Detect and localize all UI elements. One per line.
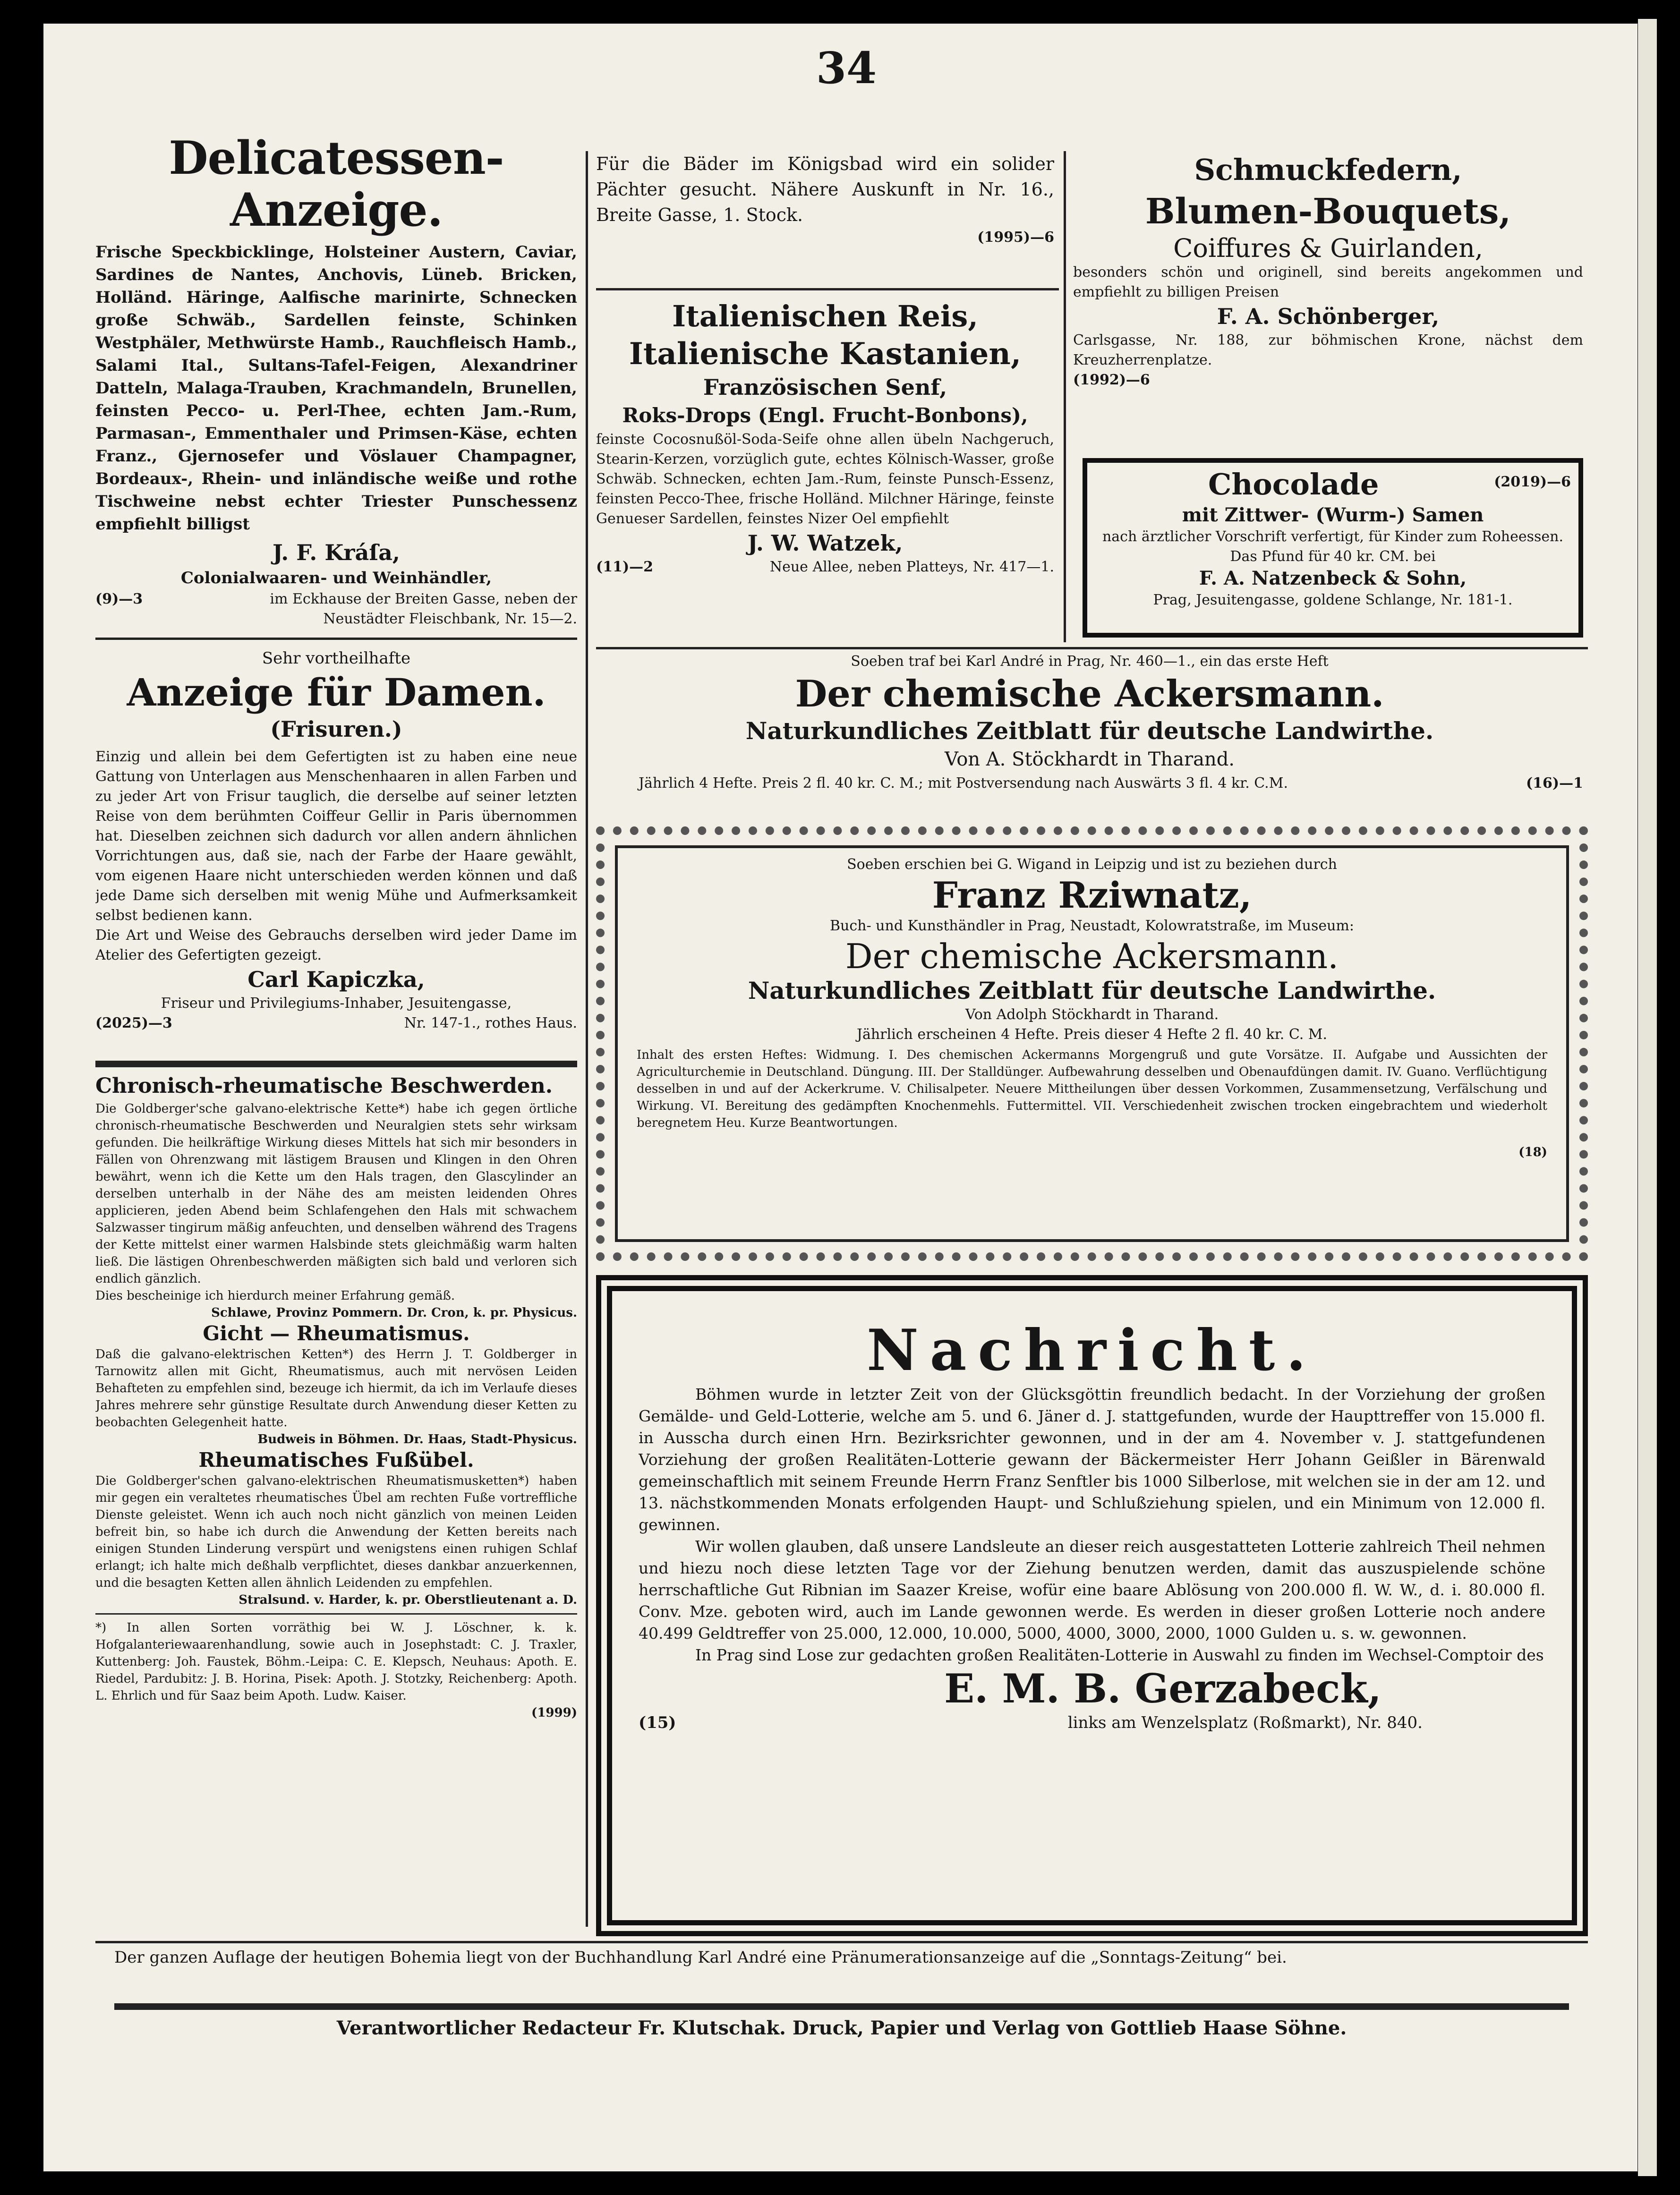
page-edge [1638,19,1657,2176]
delicatessen-signature: J. F. Kráſa, [273,540,400,565]
nachricht-ref: (15) [639,1713,676,1732]
page-number: 34 [816,43,877,94]
divider [596,288,1059,290]
delicatessen-footer [95,589,577,629]
footer-notice-text: Der ganzen Auflage der heutigen Bohemia liegt von der Buchhandlung Karl André eine Pränumerationsanzeige auf die „Sonntags-Zeitung“ bei. [114,1948,1287,1967]
damen-body-2: Die Art und Weise des Gebrauchs derselben wird jeder Dame im Atelier des Gefertigten gezeigt. [95,927,577,963]
divider-heavy [95,1061,577,1067]
nachricht-title: Nachricht. [866,1318,1318,1384]
chocolade-body: nach ärztlicher Vorschrift verfertigt, für Kinder zum Roheessen. Das Pfund für 40 kr. CM. bei [1102,528,1564,565]
rheuma-body-1b: Dies bescheinige ich hierdurch meiner Erfahrung gemäß. [95,1289,455,1303]
damen-ref: (2025)—3 [95,1015,172,1031]
rziwnatz-ref: (18) [1518,1145,1547,1159]
watzek-line-4: Roks-Drops (Engl. Frucht-Bonbons), [622,404,1028,427]
rheuma-body-3: Die Goldberger'schen galvano-elektrischen Rheumatismusketten*) haben mir gegen ein veraltetes rheumatisches Übel am rechten Fuße vortreffliche Dienste geleistet. Wenn ich auch noch nicht gänzlich von meinen Leiden befreit bin, so habe ich durch die Anwendung der Ketten bereits nach einigen Stunden Linderung verspürt und wenigstens einen ruhigen Schlaf erlangt; ich halte mich deßhalb verpflichtet, dieses dankbar anzuerkennen, und die besagten Ketten allen ähnlich Leidenden zu empfehlen. [95,1474,577,1590]
divider-heavy [114,2003,1569,2010]
schoenberger-signature: F. A. Schönberger, [1217,304,1440,329]
andre-subtitle: Naturkundliches Zeitblatt für deutsche Landwirthe. [745,717,1434,745]
divider [95,638,577,640]
delicatessen-ad [95,132,577,642]
rziwnatz-subtitle: Naturkundliches Zeitblatt für deutsche Landwirthe. [748,977,1436,1004]
damen-footer [95,1013,577,1033]
baeder-ad [596,151,1054,293]
schoenberger-line-2: Blumen-Bouquets, [1145,191,1511,232]
damen-ad [95,647,577,1058]
rheuma-body-1: Die Goldberger'sche galvano-elektrische Kette*) habe ich gegen örtliche chronisch-rheumatische Beschwerden und Neuralgien stets sehr wirksam gefunden. Die heilkräftige Wirkung dieses Mittels hat sich mir besonders in Fällen von Ohrenzwang mit lästigem Brausen und Klingen in den Ohren bewährt, wenn ich die Kette um den Hals tragen, den Glascylinder an derselben unterhalb in der Nähe des am meisten leidenden Ohres applicieren, jeden Abend beim Schlafengehen den Hals mit schwachem Salzwasser tingirum mäßig anfeuchten, und denselben während des Tragens der Kette mittelst einer warmen Halsbinde stets gleichmäßig warm halten ließ. Die lästigen Ohrenbeschwerden mäßigten sich bald und verloren sich endlich gänzlich. [95,1102,577,1286]
damen-address: Nr. 147-1., rothes Haus. [404,1015,577,1031]
nachricht-body-3: In Prag sind Lose zur gedachten großen Realitäten-Lotterie in Auswahl zu finden im Wechsel-Comptoir des [695,1646,1544,1664]
column-rule-right [1064,151,1066,642]
delicatessen-title: Delicatessen-Anzeige. [169,132,504,237]
baeder-ref: (1995)—6 [977,229,1054,246]
rheuma-signature-3: Stralsund. v. Harder, k. pr. Oberstlieutenant a. D. [239,1593,577,1607]
footnote-rule [95,1613,577,1615]
watzek-ref: (11)—2 [596,559,654,575]
watzek-footer [596,557,1054,577]
rheuma-title-2: Gicht — Rheumatismus. [203,1322,470,1345]
rheuma-ad [95,1072,577,1936]
rheuma-title-3: Rheumatisches Fußübel. [198,1448,474,1472]
watzek-signature: J. W. Watzek, [747,530,903,556]
chocolade-address: Prag, Jesuitengasse, goldene Schlange, Nr. 181-1. [1153,592,1513,608]
rziwnatz-ad [615,845,1569,1242]
rheuma-body-2: Daß die galvano-elektrischen Ketten*) des Herrn J. T. Goldberger in Tarnowitz allen mit Gicht, Rheumatismus, auch mit nervösen Leiden Behafteten zu empfehlen sind, bezeuge ich hiermit, da ich im Verlaufe dieses Jahres mehrere sehr günstige Resultate durch Anwendung dieser Ketten zu beobachten Gelegenheit hatte. [95,1347,577,1429]
andre-title: Der chemische Ackersmann. [795,672,1384,715]
rheuma-title: Chronisch-rheumatische Beschwerden. [95,1074,553,1098]
damen-body: Einzig und allein bei dem Gefertigten ist zu haben eine neue Gattung von Unterlagen aus Menschenhaaren in allen Farben und zu jeder Art von Frisur tauglich, die derselbe auf seiner letzten Reise von dem berühmten Coiffeur Gellir in Paris übernommen hat. Dieselben zeichnen sich dadurch vor allen andern ähnlichen Vorrichtungen aus, daß sie, nach der Farbe der Haare gewählt, vom eigenen Haare nicht unterschieden werden können und daß jede Dame sich derselben mit wenig Mühe und Aufmerksamkeit selbst bedienen kann. [95,749,577,924]
watzek-body: feinste Cocosnußöl-Soda-Seife ohne allen übeln Nachgeruch, Stearin-Kerzen, vorzüglich gute, echtes Kölnisch-Wasser, große Schwäb. Schnecken, echten Jam.-Rum, feinste Punsch-Essenz, feinsten Pecco-Thee, frische Holländ. Milchner Häringe, feinste Genueser Sardellen, feinstes Nizer Oel empfiehlt [596,431,1054,527]
damen-kicker: Sehr vortheilhafte [262,649,411,668]
nachricht-footer [639,1711,1545,1734]
andre-ad [596,652,1583,841]
footer-imprint-text: Verantwortlicher Redacteur Fr. Klutschak. Druck, Papier und Verlag von Gottlieb Haase Söhne. [336,2017,1347,2039]
nachricht-address: links am Wenzelsplatz (Roßmarkt), Nr. 840. [1067,1713,1423,1732]
rziwnatz-contents: Inhalt des ersten Heftes: Widmung. I. Des chemischen Ackermanns Morgengruß und gute Vorsätze. II. Aufgabe und Aussichten der Agriculturchemie in Deutschland. Düngung. III. Der Stalldünger. Aufbewahrung desselben und Obenaufdüngen damit. IV. Guano. Verflüchtigung desselben in und auf der Ackerkrume. V. Chilisalpeter. Neuere Mittheilungen über dessen Vorkommen, Zusammensetzung, Verfälschung und Wirkung. VI. Bereitung des gedämpften Knochenmehls. Futtermittel. VII. Verschiedenheit zwischen trocken eingebrachtem und wiederholt beregnetem Heu. Kurze Beantwortungen. [637,1048,1547,1130]
schoenberger-address: Carlsgasse, Nr. 188, zur böhmischen Krone, nächst dem Kreuzherrenplatze. [1073,332,1583,368]
nachricht-body-1: Böhmen wurde in letzter Zeit von der Glücksgöttin freundlich bedacht. In der Vorziehung der großen Gemälde- und Geld-Lotterie, welche am 5. und 6. Jäner d. J. stattgefunden, wurde der Haupttreffer von 15.000 fl. in Ausscha durch einen Hrn. Bezirksrichter gewonnen, und in der am 4. November v. J. stattgefundenen Vorziehung der großen Realitäten-Lotterie gewann der Bäckermeister Herr Johann Geißler in Bärenwald gemeinschaftlich mit seinem Freunde Herrn Franz Senftler bis 1000 Silberlose, mit welchen sie in der am 12. und 13. nächstkommenden Monats erfolgenden Haupt- und Schlußziehung spielen, und ein Minimum von 12.000 fl. gewinnen. [639,1385,1545,1534]
rziwnatz-title: Der chemische Ackersmann. [845,936,1339,976]
nachricht-body-2: Wir wollen glauben, daß unsere Landsleute an dieser reich ausgestatteten Lotterie zahlreich Theil nehmen und hiezu noch diese letzten Tage vor der Ziehung benutzen werden, damit das auszuspielende schöne herrschaftliche Gut Ribnian im Saazer Kreise, wofür eine baare Ablösung von 200.000 fl. W. W., d. i. 80.000 fl. Conv. Mze. geboten wird, auch im Lande gewonnen werde. Es werden in dieser großen Lotterie noch andere 40.499 Geldtreffer von 25.000, 12.000, 10.000, 5000, 4000, 3000, 2000, 1000 Gulden u. s. w. gewonnen. [639,1537,1545,1642]
schoenberger-body: besonders schön und originell, sind bereits angekommen und empfiehlt zu billigen Preisen [1073,264,1583,300]
rziwnatz-price: Jährlich erscheinen 4 Hefte. Preis dieser 4 Hefte 2 fl. 40 kr. C. M. [856,1026,1328,1043]
delicatessen-address: im Eckhause der Breiten Gasse, neben der Neustädter Fleischbank, Nr. 15—2. [270,591,577,627]
chocolade-title: Chocolade [1208,467,1379,502]
rheuma-footnote: *) In allen Sorten vorräthig bei W. J. Löschner, k. k. Hofgalanteriewaarenhandlung, sowie auch in Josephstadt: C. J. Traxler, Kuttenberg: Joh. Faustek, Böhm.-Leipa: C. E. Klepsch, Neuhaus: Apoth. E. Riedel, Pardubitz: J. B. Horina, Pisek: Apoth. J. Stotzky, Reichenberg: Apoth. L. Ehrlich und für Saaz beim Apoth. Ludw. Kaiser. [95,1621,577,1703]
chocolade-ad [1083,458,1583,638]
column-rule-left [586,151,588,1927]
rziwnatz-name: Franz Rziwnatz, [932,874,1252,916]
rheuma-ref: (1999) [531,1706,577,1720]
rziwnatz-occupation: Buch- und Kunsthändler in Prag, Neustadt, Kolowratstraße, im Museum: [830,918,1354,934]
andre-ref: (16)—1 [1526,775,1583,791]
watzek-address: Neue Allee, neben Platteys, Nr. 417—1. [769,559,1054,575]
watzek-line-2: Italienische Kastanien, [629,336,1022,372]
andre-author: Von A. Stöckhardt in Tharand. [944,749,1235,770]
delicatessen-occupation: Colonialwaaren- und Weinhändler, [180,569,492,587]
andre-footer [596,774,1583,793]
rziwnatz-author: Von Adolph Stöckhardt in Tharand. [965,1006,1219,1023]
newspaper-page [43,24,1637,2171]
delicatessen-body: Frische Speckbicklinge, Holsteiner Austern, Caviar, Sardines de Nantes, Anchovis, Lüneb. Bricken, Holländ. Häringe, Aalfische marinirte, Schnecken große Schwäb., Sardellen feinste, Schinken Westphäler, Methwürste Hamb., Rauchfleisch Hamb., Salami Ital., Sultans-Tafel-Feigen, Alexandriner Datteln, Malaga-Trauben, Krachmandeln, Brunellen, feinsten Pecco- u. Perl-Thee, echten Jam.-Rum, Parmasan-, Emmenthaler und Primsen-Käse, echten Franz., Gjernosefer und Vöslauer Champagner, Bordeaux-, Rhein- und inländische weiße und rothe Tischweine nebst echter Triester Punschessenz empfiehlt billigst [95,243,577,534]
damen-subtitle: (Frisuren.) [270,716,402,742]
schoenberger-ad [1073,151,1583,449]
schoenberger-line-1: Schmuckfedern, [1194,153,1462,187]
chocolade-ref: (2019)—6 [1494,474,1571,490]
damen-occupation: Friseur und Privilegiums-Inhaber, Jesuitengasse, [161,995,512,1012]
andre-intro: Soeben traf bei Karl André in Prag, Nr. 460—1., ein das erste Heft [851,653,1329,670]
damen-title: Anzeige für Damen. [127,670,546,715]
rziwnatz-intro: Soeben erschien bei G. Wigand in Leipzig und ist zu beziehen durch [847,856,1337,873]
watzek-ad [596,298,1054,642]
nachricht-signature: E. M. B. Gerzabeck, [944,1665,1382,1712]
watzek-line-3: Französischen Senf, [703,374,947,400]
schoenberger-line-3: Coiffures & Guirlanden, [1173,233,1483,263]
rheuma-signature-2: Budweis in Böhmen. Dr. Haas, Stadt-Physicus. [257,1432,577,1446]
nachricht-ad [639,1318,1545,1894]
chocolade-signature: F. A. Natzenbeck & Sohn, [1199,567,1467,589]
divider [95,1941,1588,1943]
rheuma-signature-1: Schlawe, Provinz Pommern. Dr. Cron, k. pr. Physicus. [211,1306,577,1320]
watzek-line-1: Italienischen Reis, [672,299,978,333]
baeder-body: Für die Bäder im Königsbad wird ein solider Pächter gesucht. Nähere Auskunft in Nr. 16., Breite Gasse, 1. Stock. [596,153,1054,225]
andre-price: Jährlich 4 Hefte. Preis 2 fl. 40 kr. C. M.; mit Postversendung nach Auswärts 3 fl. 4 kr. C.M. [639,775,1288,791]
footer-notice [95,1946,1588,1998]
schoenberger-ref: (1992)—6 [1073,372,1150,388]
divider [596,647,1588,649]
damen-signature: Carl Kapiczka, [247,967,425,992]
footer-imprint [95,2014,1588,2047]
delicatessen-ref: (9)—3 [95,591,143,607]
chocolade-line-2: mit Zittwer- (Wurm-) Samen [1182,504,1484,526]
chocolade-header [1095,466,1571,503]
